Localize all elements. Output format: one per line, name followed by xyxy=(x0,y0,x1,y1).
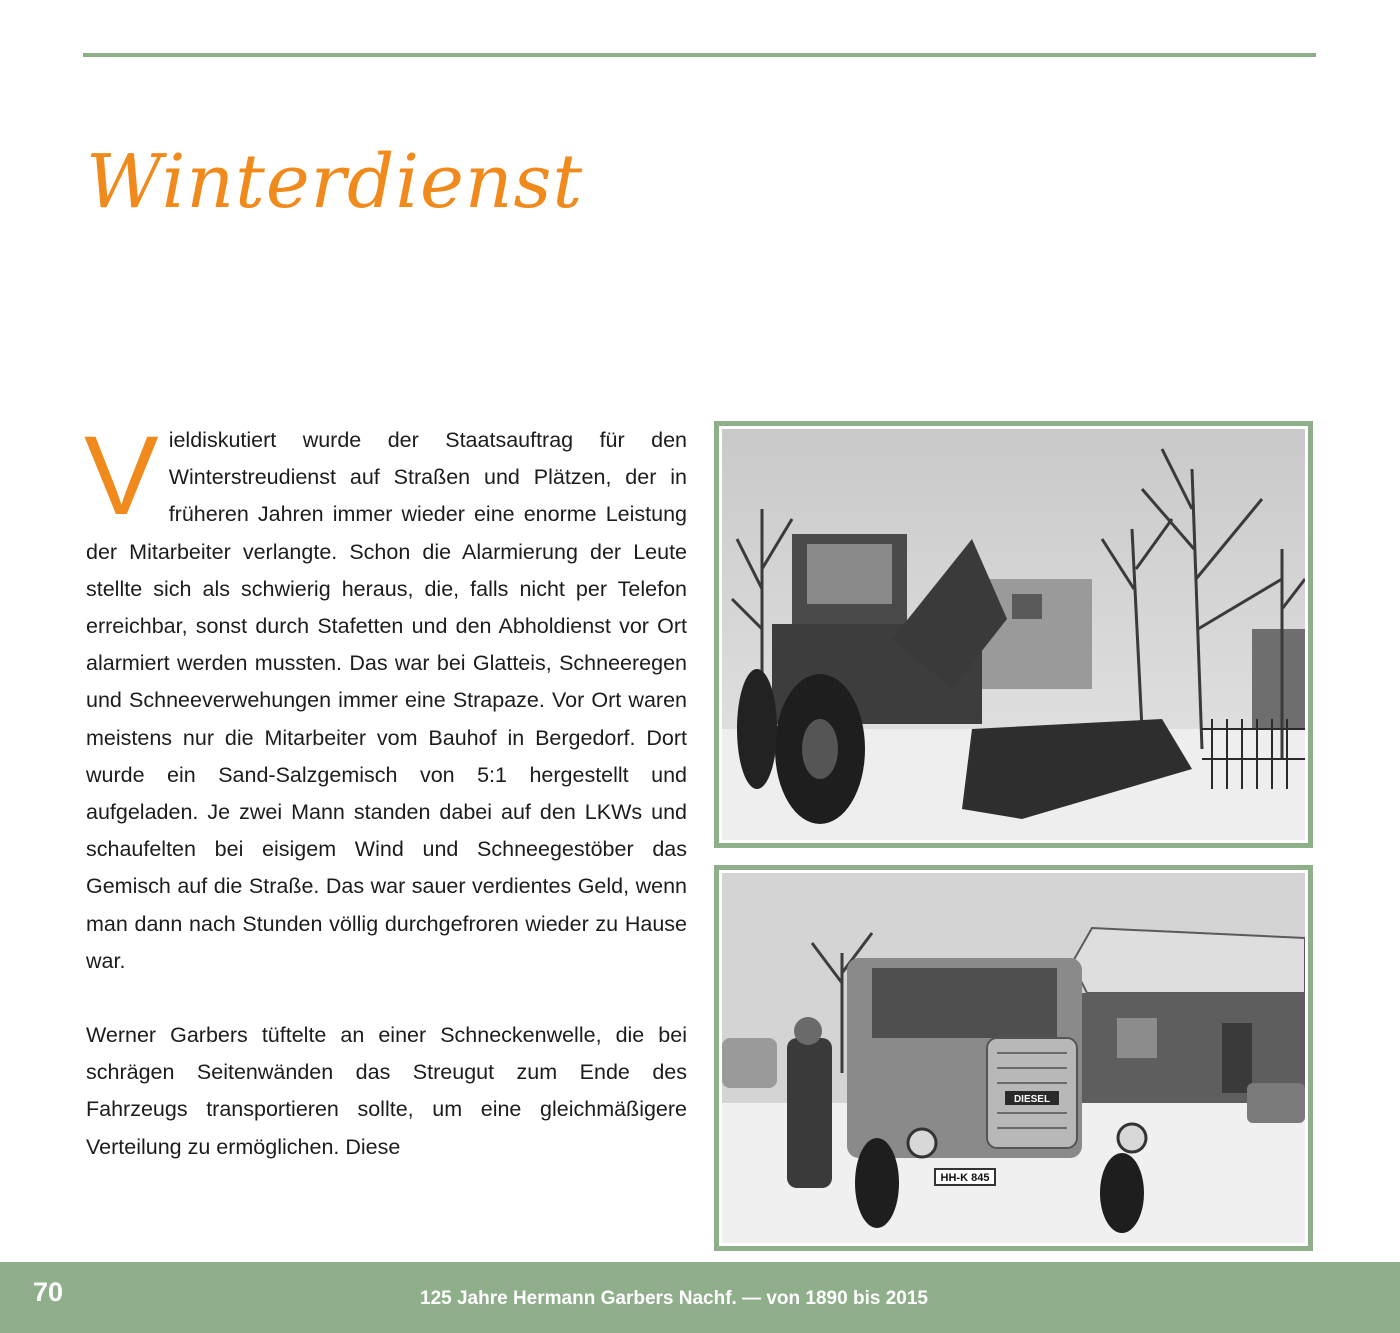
page-title: Winterdienst xyxy=(86,139,584,225)
photo-wheel-loader xyxy=(714,421,1313,848)
license-plate: HH-K 845 xyxy=(940,1172,990,1184)
article-paragraph-1 xyxy=(84,413,687,980)
paragraph-1-text: ieldiskutiert wurde der Staatsauftrag für den Winterstreudienst auf Straßen und Plätzen, der in früheren Jahren immer wieder eine enorme Leistung der Mitarbeiter verlangte. Schon die Alarmierung der Leute stellte sich als schwierig heraus, die, falls nicht per Telefon erreichbar, sonst durch Stafetten und den Abholdienst vor Ort alarmiert werden mussten. Das war bei Glatteis, Schneeregen und Schneeverwehungen immer eine Strapaze. Vor Ort waren meistens nur die Mitarbeiter vom Bauhof in Bergedorf. Dort wurde ein Sand-Salzgemisch von 5:1 hergestellt und aufgeladen. Je zwei Mann standen dabei auf den LKWs und schaufelten bei eisigem Wind und Schneegestöber das Gemisch auf die Straße. Das war sauer verdientes Geld, wenn man dann nach Stunden völlig durchgefroren wieder zu Hause war. xyxy=(86,428,687,973)
footer-caption: 125 Jahre Hermann Garbers Nachf. — von 1890 bis 2015 xyxy=(420,1288,928,1309)
article-body xyxy=(84,413,687,1166)
diesel-truck-photo xyxy=(722,873,1305,1243)
photo-diesel-truck xyxy=(714,865,1313,1251)
page-footer xyxy=(0,1262,1400,1333)
page-number: 70 xyxy=(33,1277,64,1307)
wheel-loader-photo xyxy=(722,429,1305,840)
top-divider xyxy=(83,53,1316,57)
drop-cap: V xyxy=(84,413,159,538)
truck-grille-badge: DIESEL xyxy=(1013,1094,1051,1105)
article-paragraph-2: Werner Garbers tüftelte an einer Schneckenwelle, die bei schrägen Seitenwänden das Streugut zum Ende des Fahrzeugs transportieren sollte, um eine gleichmäßigere Verteilung zu ermöglichen. Diese xyxy=(86,1023,687,1159)
